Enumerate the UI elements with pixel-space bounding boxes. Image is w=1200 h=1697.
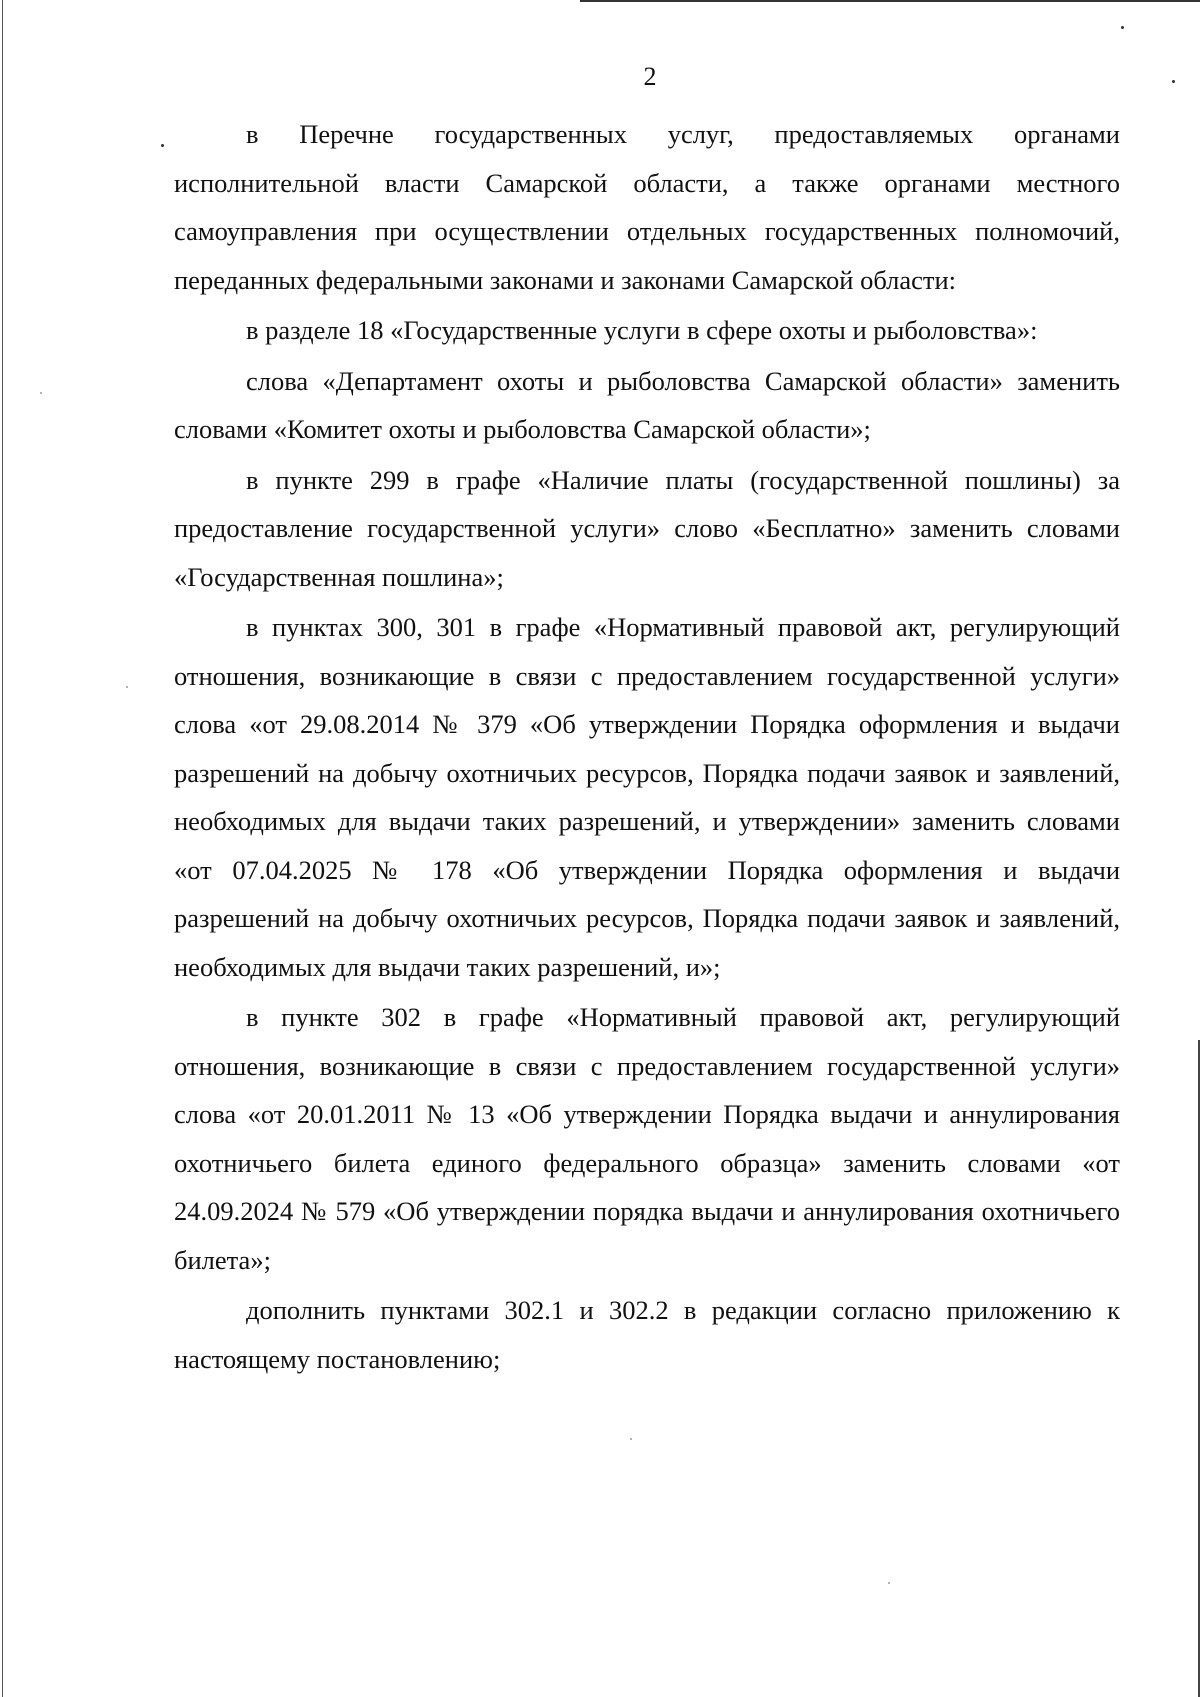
document-body — [174, 110, 1120, 1383]
scan-speck — [630, 1438, 632, 1440]
scan-edge-left — [2, 0, 3, 1697]
paragraph-items-302-1-302-2: дополнить пунктами 302.1 и 302.2 в редакции согласно приложению к настоящему постановлению; — [174, 1295, 1120, 1374]
scan-speck — [1121, 26, 1124, 29]
page-number: 2 — [643, 62, 657, 91]
scan-speck — [888, 1582, 890, 1584]
paragraph-items-300-301: в пунктах 300, 301 в графе «Нормативный правовой акт, регулирующий отношения, возникающие в связи с предоставлением государственной услуги» слова «от 29.08.2014 № 379 «Об утверждении Порядка оформления и выдачи разрешений на добычу охотничьих ресурсов, Порядка подачи заявок и заявлений, необходимых для выдачи таких разрешений, и утверждении» заменить словами «от 07.04.2025 № 178 «Об утверждении Порядка оформления и выдачи разрешений на добычу охотничьих ресурсов, Порядка подачи заявок и заявлений, необходимых для выдачи таких разрешений, и»; — [174, 612, 1120, 982]
paragraph-section-18: в разделе 18 «Государственные услуги в сфере охоты и рыболовства»: — [246, 315, 1038, 345]
paragraph-department-rename: слова «Департамент охоты и рыболовства Самарской области» заменить словами «Комитет охоты и рыболовства Самарской области»; — [174, 365, 1120, 444]
scan-speck — [161, 144, 164, 147]
paragraph-item-302: в пункте 302 в графе «Нормативный правовой акт, регулирующий отношения, возникающие в связи с предоставлением государственной услуги» слова «от 20.01.2011 № 13 «Об утверждении Порядка выдачи и аннулирования охотничьего билета единого федерального образца» заменить словами «от 24.09.2024 № 579 «Об утверждении порядка выдачи и аннулирования охотничьего билета»; — [174, 1002, 1120, 1275]
paragraph-list-intro: в Перечне государственных услуг, предоставляемых органами исполнительной власти Самарской области, а также органами местного самоуправления при осуществлении отдельных государственных полномочий, переданных федеральными законами и законами Самарской области: — [174, 119, 1120, 295]
scan-speck — [40, 392, 42, 394]
scan-edge-top — [580, 0, 1200, 2]
scan-speck — [126, 686, 128, 688]
paragraph-item-299: в пункте 299 в графе «Наличие платы (государственной пошлины) за предоставление государственной услуги» слово «Бесплатно» заменить словами «Государственная пошлина»; — [174, 464, 1120, 592]
